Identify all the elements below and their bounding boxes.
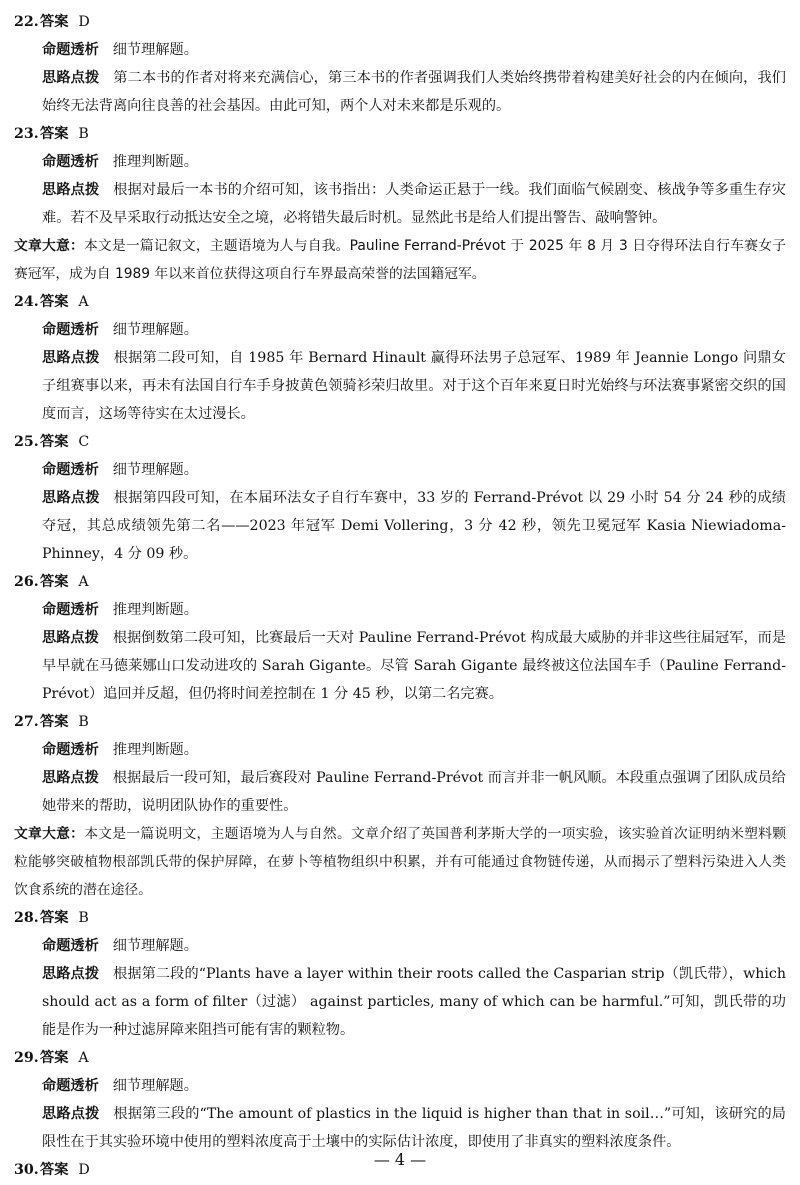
hint-label: 思路点拨 <box>42 966 100 982</box>
article-summary-1 <box>14 232 786 288</box>
question-29-analysis <box>14 1072 786 1100</box>
analysis-label: 命题透析 <box>42 938 99 954</box>
question-number: 26. <box>14 574 39 590</box>
answer-letter: D <box>78 1162 90 1178</box>
answer-label: 答案 <box>40 1050 69 1066</box>
hint-text: 根据最后一段可知，最后赛段对 Pauline Ferrand-Prévot 而言并非一帆风顺。本段重点强调了团队成员给她带来的帮助，说明团队协作的重要性。 <box>42 770 786 814</box>
answer-label: 答案 <box>40 910 69 926</box>
answer-letter: B <box>78 714 89 730</box>
answer-letter: B <box>78 910 89 926</box>
analysis-text: 细节理解题。 <box>112 1078 198 1094</box>
hint-label: 思路点拨 <box>42 770 99 786</box>
answer-label: 答案 <box>40 14 69 30</box>
answer-label: 答案 <box>40 574 69 590</box>
page-number: — 4 — <box>373 1150 427 1169</box>
question-number: 23. <box>14 126 39 142</box>
analysis-label: 命题透析 <box>42 462 99 478</box>
question-24-analysis <box>14 316 786 344</box>
answer-letter: C <box>78 434 90 450</box>
summary-label: 文章大意： <box>14 238 84 254</box>
question-22-hint <box>14 64 786 120</box>
hint-label: 思路点拨 <box>42 182 100 198</box>
question-number: 24. <box>14 294 39 310</box>
hint-label: 思路点拨 <box>42 1106 100 1122</box>
hint-text: 根据第三段的“The amount of plastics in the liquid is higher than that in soil…”可知，该研究的局限性在于其实验环境中使用的塑料浓度高于土壤中的实际估计浓度，即使用了非真实的塑料浓度条件。 <box>42 1106 786 1150</box>
answer-letter: A <box>78 294 89 310</box>
question-28-hint <box>14 960 786 1044</box>
hint-text: 根据第四段可知，在本届环法女子自行车赛中，33 岁的 Ferrand-Prévot 以 29 小时 54 分 24 秒的成绩夺冠，其总成绩领先第二名——2023 年冠军 Demi Vollering，3 分 42 秒，领先卫冕冠军 Kasia Niewiadoma-Phinney，4 分 09 秒。 <box>42 490 786 562</box>
article-summary-2 <box>14 820 786 904</box>
question-29-header <box>14 1044 786 1072</box>
analysis-text: 推理判断题。 <box>112 742 198 758</box>
analysis-label: 命题透析 <box>42 42 99 58</box>
hint-label: 思路点拨 <box>42 350 100 366</box>
question-28-header <box>14 904 786 932</box>
question-27-header <box>14 708 786 736</box>
question-number: 22. <box>14 14 39 30</box>
answer-key-page <box>14 8 786 1184</box>
hint-text: 根据第二段的“Plants have a layer within their roots called the Casparian strip（凯氏带），which should act as a form of filter（过滤） against particles, many of which can be harmful.”可知，凯氏带的功能是作为一种过滤屏障来阻挡可能有害的颗粒物。 <box>42 966 786 1038</box>
answer-letter: A <box>78 574 89 590</box>
question-24-hint <box>14 344 786 428</box>
answer-letter: D <box>78 14 90 30</box>
summary-text: 本文是一篇记叙文，主题语境为人与自我。Pauline Ferrand-Prévot 于 2025 年 8 月 3 日夺得环法自行车赛女子赛冠军，成为自 1989 年以来首位获得这项自行车界最高荣誉的法国籍冠军。 <box>14 238 786 282</box>
question-25-header <box>14 428 786 456</box>
question-29-hint <box>14 1100 786 1156</box>
analysis-label: 命题透析 <box>42 742 99 758</box>
analysis-label: 命题透析 <box>42 1078 99 1094</box>
question-26-header <box>14 568 786 596</box>
question-25-analysis <box>14 456 786 484</box>
question-23-analysis <box>14 148 786 176</box>
hint-text: 根据对最后一本书的介绍可知，该书指出：人类命运正悬于一线。我们面临气候剧变、核战争等多重生存灾难。若不及早采取行动抵达安全之境，必将错失最后时机。显然此书是给人们提出警告、敲响警钟。 <box>42 182 786 226</box>
question-24-header <box>14 288 786 316</box>
answer-label: 答案 <box>40 1162 69 1178</box>
analysis-text: 细节理解题。 <box>112 462 198 478</box>
analysis-label: 命题透析 <box>42 322 99 338</box>
question-number: 27. <box>14 714 39 730</box>
analysis-text: 推理判断题。 <box>112 154 198 170</box>
hint-label: 思路点拨 <box>42 630 99 646</box>
question-number: 30. <box>14 1162 39 1178</box>
answer-label: 答案 <box>40 294 69 310</box>
hint-label: 思路点拨 <box>42 70 100 86</box>
hint-text: 根据倒数第二段可知，比赛最后一天对 Pauline Ferrand-Prévot 构成最大威胁的并非这些往届冠军，而是早早就在马德莱娜山口发动进攻的 Sarah Gigante。尽管 Sarah Gigante 最终被这位法国车手（Pauline Ferrand-Prévot）追回并反超，但仍将时间差控制在 1 分 45 秒，以第二名完赛。 <box>42 630 786 702</box>
answer-label: 答案 <box>40 126 69 142</box>
analysis-text: 推理判断题。 <box>112 602 198 618</box>
answer-label: 答案 <box>40 434 69 450</box>
analysis-label: 命题透析 <box>42 602 99 618</box>
question-26-hint <box>14 624 786 708</box>
hint-label: 思路点拨 <box>42 490 100 506</box>
question-28-analysis <box>14 932 786 960</box>
analysis-text: 细节理解题。 <box>112 42 198 58</box>
summary-label: 文章大意： <box>14 826 85 842</box>
answer-letter: A <box>78 1050 89 1066</box>
question-number: 29. <box>14 1050 39 1066</box>
question-22-analysis <box>14 36 786 64</box>
hint-text: 第二本书的作者对将来充满信心，第三本书的作者强调我们人类始终携带着构建美好社会的内在倾向，我们始终无法背离向往良善的社会基因。由此可知，两个人对未来都是乐观的。 <box>42 70 786 114</box>
question-26-analysis <box>14 596 786 624</box>
question-27-analysis <box>14 736 786 764</box>
summary-text: 本文是一篇说明文，主题语境为人与自然。文章介绍了英国普利茅斯大学的一项实验，该实验首次证明纳米塑料颗粒能够突破植物根部凯氏带的保护屏障，在萝卜等植物组织中积累，并有可能通过食物链传递，从而揭示了塑料污染进入人类饮食系统的潜在途径。 <box>14 826 787 898</box>
question-23-hint <box>14 176 786 232</box>
question-number: 25. <box>14 434 39 450</box>
answer-label: 答案 <box>40 714 69 730</box>
question-23-header <box>14 120 786 148</box>
answer-letter: B <box>78 126 89 142</box>
question-number: 28. <box>14 910 39 926</box>
analysis-text: 细节理解题。 <box>112 938 198 954</box>
question-27-hint <box>14 764 786 820</box>
analysis-text: 细节理解题。 <box>112 322 198 338</box>
question-22-header <box>14 8 786 36</box>
analysis-label: 命题透析 <box>42 154 99 170</box>
question-25-hint <box>14 484 786 568</box>
hint-text: 根据第二段可知，自 1985 年 Bernard Hinault 赢得环法男子总冠军、1989 年 Jeannie Longo 问鼎女子组赛事以来，再未有法国自行车手身披黄色领骑衫荣归故里。对于这个百年来夏日时光始终与环法赛事紧密交织的国度而言，这场等待实在太过漫长。 <box>42 350 786 422</box>
